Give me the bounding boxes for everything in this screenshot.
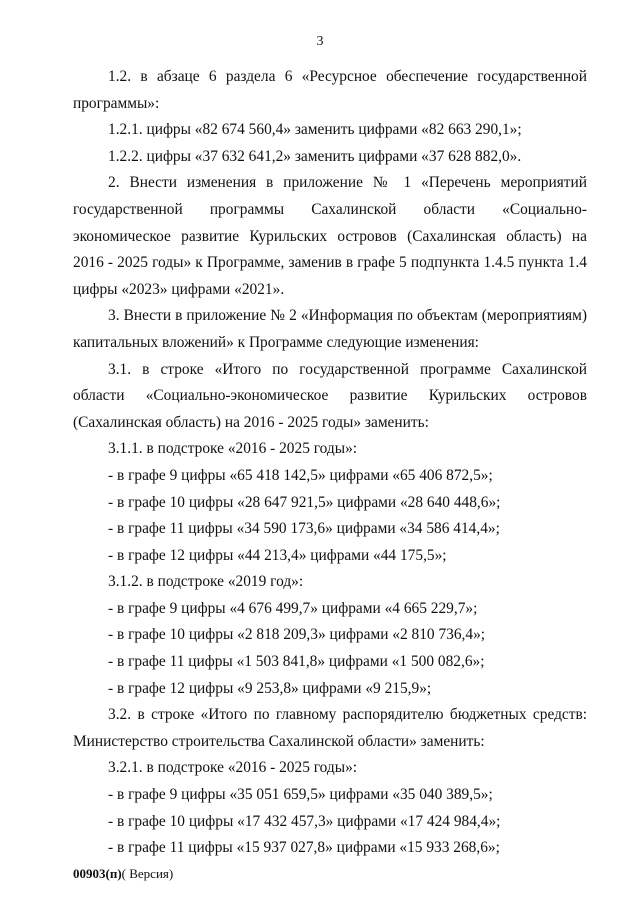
text-line: программы»: [73, 94, 160, 112]
text-line: 2016 - 2025 годы» к Программе, заменив в графе 5 подпункта 1.4.5 пункта 1.4 [73, 254, 587, 272]
paragraph [73, 835, 587, 862]
text-line: 2. Внести изменения в приложение № 1 «Перечень мероприятий [108, 174, 587, 192]
paragraph [73, 516, 587, 543]
page-number: 3 [316, 34, 324, 49]
text-line: 1.2.2. цифры «37 632 641,2» заменить цифрами «37 628 882,0». [108, 147, 522, 165]
text-line: - в графе 11 цифры «34 590 173,6» цифрами «34 586 414,4»; [108, 520, 500, 538]
text-line: - в графе 12 цифры «44 213,4» цифрами «44 175,5»; [108, 546, 447, 564]
text-line: 1.2.1. цифры «82 674 560,4» заменить цифрами «82 663 290,1»; [108, 121, 522, 139]
paragraph [73, 357, 587, 437]
paragraph [73, 170, 587, 303]
document-footer [73, 866, 173, 882]
paragraph [73, 543, 587, 570]
paragraph [73, 596, 587, 623]
text-line: 3. Внести в приложение № 2 «Информация по объектам (мероприятиям) [108, 307, 587, 325]
text-line: - в графе 9 цифры «35 051 659,5» цифрами «35 040 389,5»; [108, 786, 493, 804]
text-line: Министерство строительства Сахалинской области» заменить: [73, 732, 485, 750]
text-line: - в графе 12 цифры «9 253,8» цифрами «9 215,9»; [108, 679, 432, 697]
text-line: цифры «2023» цифрами «2021». [73, 280, 285, 298]
text-line: - в графе 11 цифры «1 503 841,8» цифрами «1 500 082,6»; [108, 653, 485, 671]
text-line: 1.2. в абзаце 6 раздела 6 «Ресурсное обеспечение государственной [108, 68, 587, 85]
paragraph [73, 782, 587, 809]
document-body [73, 64, 587, 862]
paragraph [73, 117, 587, 144]
text-line: 3.2. в строке «Итого по главному распорядителю бюджетных средств: [108, 706, 587, 724]
paragraph [73, 622, 587, 649]
text-line: - в графе 9 цифры «65 418 142,5» цифрами «65 406 872,5»; [108, 466, 493, 484]
text-line: - в графе 9 цифры «4 676 499,7» цифрами «4 665 229,7»; [108, 599, 478, 617]
text-line: 3.1.2. в подстроке «2019 год»: [108, 573, 304, 591]
document-code: 00903(п) [73, 866, 122, 881]
text-line: - в графе 10 цифры «2 818 209,3» цифрами «2 810 736,4»; [108, 626, 486, 644]
paragraph [73, 676, 587, 703]
paragraph [73, 569, 587, 596]
paragraph [73, 755, 587, 782]
text-line: капитальных вложений» к Программе следующие изменения: [73, 333, 479, 351]
text-line: 3.2.1. в подстроке «2016 - 2025 годы»: [108, 759, 358, 777]
text-line: 3.1.1. в подстроке «2016 - 2025 годы»: [108, 440, 358, 458]
paragraph [73, 490, 587, 517]
paragraph [73, 64, 587, 117]
paragraph [73, 649, 587, 676]
paragraph [73, 809, 587, 836]
text-line: - в графе 10 цифры «28 647 921,5» цифрами «28 640 448,6»; [108, 493, 501, 511]
paragraph [73, 436, 587, 463]
text-line: - в графе 11 цифры «15 937 027,8» цифрами «15 933 268,6»; [108, 839, 500, 857]
text-line: области «Социально-экономическое развитие Курильских островов [73, 387, 587, 405]
paragraph [73, 144, 587, 171]
paragraph [73, 702, 587, 755]
text-line: экономическое развитие Курильских островов (Сахалинская область) на [73, 227, 587, 245]
document-version: ( Версия) [121, 866, 174, 881]
text-line: государственной программы Сахалинской области «Социально- [73, 200, 587, 218]
text-line: (Сахалинская область) на 2016 - 2025 годы» заменить: [73, 413, 429, 431]
text-line: 3.1. в строке «Итого по государственной программе Сахалинской [108, 360, 587, 378]
paragraph [73, 303, 587, 356]
paragraph [73, 463, 587, 490]
text-line: - в графе 10 цифры «17 432 457,3» цифрами «17 424 984,4»; [108, 812, 501, 830]
